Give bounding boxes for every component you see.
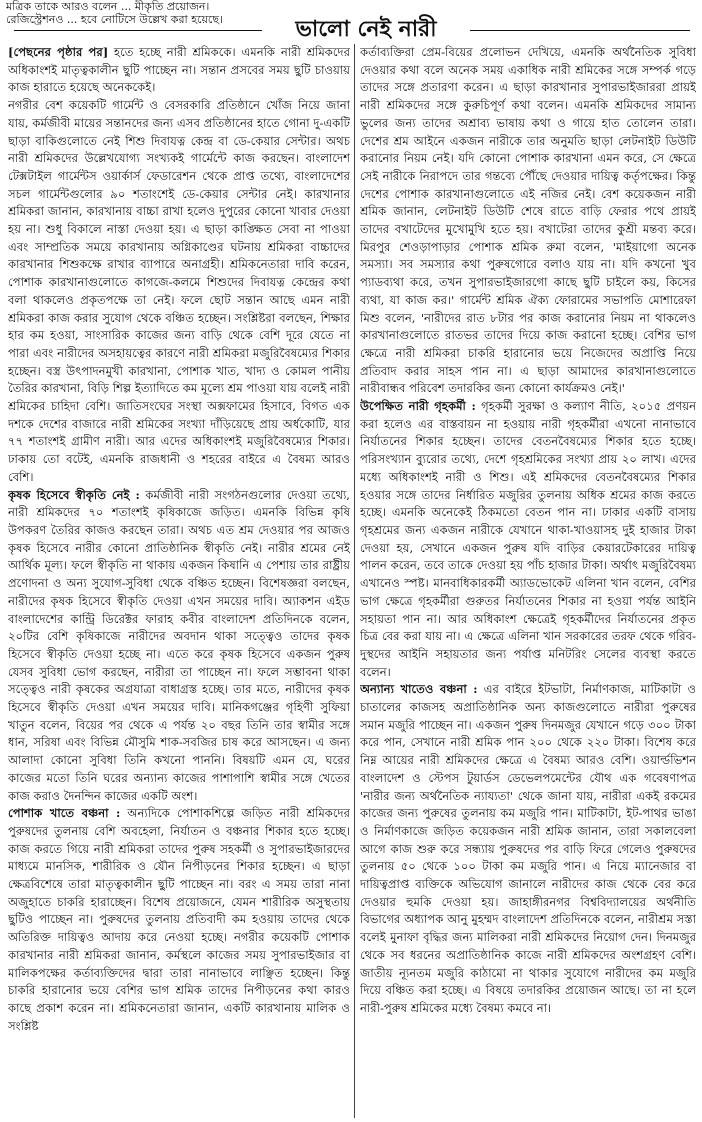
- headline-rule-right: [470, 30, 690, 31]
- headline-row: [0, 14, 702, 44]
- subheading-garment-sector: পোশাক খাতে বঞ্চনা :: [8, 806, 121, 821]
- paragraph: [360, 398, 696, 681]
- paragraph-text: গৃহকর্মী সুরক্ষা ও কল্যাণ নীতি, ২০১৫ প্রণয়ন করা হলেও এর বাস্তবায়ন না হওয়ায় নারী গৃহকর্মীরা এখনো নানাভাবে নির্যাতনের শিকার হচ্ছেন। তাদের বেতনবৈষম্যের শিকার হতে হচ্ছে। পরিসংখ্যান ব্যুরোর তথ্যে, দেশে গৃহশ্রমিকের সংখ্যা প্রায় ২০ লাখ। এদের মধ্যে অধিকাংশই নারী ও শিশু। এই শ্রমিকদের বেতনবৈষম্যের শিকার হওয়ার সঙ্গে তাদের নির্ধারিত মজুরির তুলনায় অধিক শ্রমের কাজ করতে হচ্ছে। এমনকি অনেকেই ঠিকমতো বেতন পান না। ঢাকার একটি বাসায় গৃহশ্রমের জন্য একজন নারীকে যেখানে থাকা-খাওয়াসহ দুই হাজার টাকা দেওয়া হয়, সেখানে একজন পুরুষ যদি বাড়ির কেয়ারটেকারের দায়িত্ব পালন করেন, তবে তাকে দেওয়া হয় পাঁচ হাজার টাকা। অর্থাৎ মজুরিবৈষম্য এখানেও স্পষ্ট। মানবাধিকারকর্মী অ্যাডভোকেট এলিনা খান বলেন, বেশির ভাগ ক্ষেত্রে গৃহকর্মীরা গুরুতর নির্যাতনের শিকার না হওয়া পর্যন্ত আইনি সহায়তা পান না। আর অধিকাংশ ক্ষেত্রেই গৃহকর্মীদের নির্যাতনের প্রকৃত চিত্র বের করা যায় না। এ ক্ষেত্রে এলিনা খান সরকারের তরফ থেকে গরিব-দুস্থদের আইনি সহায়তার জন্য পর্যাপ্ত মনিটরিং সেলের ব্যবস্থা করতে বলেন।: [360, 399, 696, 679]
- paragraph: [360, 44, 696, 398]
- paragraph-text: এর বাইরে ইটভাটা, নির্মাণকাজ, মাটিকাটা ও চাতালের কাজসহ অপ্রাতিষ্ঠানিক অন্য কাজগুলোতে নারীরা পুরুষের সমান মজুরি পাচ্ছেন না। একজন পুরুষ দিনমজুর যেখানে গড়ে ৩০০ টাকা করে পান, সেখানে নারী শ্রমিক পান ২০০ থেকে ২২০ টাকা। বিশেষ করে নিম্ন আয়ের নারী শ্রমিকদের ক্ষেত্রে এ বৈষম্য আরও বেশি। ওয়ার্ল্ডভিশন বাংলাদেশ ও স্টেপস টুয়ার্ডস ডেভেলপমেন্টের যৌথ এক গবেষণাপত্র 'নারীর জন্য অর্থনৈতিক ন্যায্যতা' থেকে জানা যায়, নারীরা একই রকমের কাজের জন্য পুরুষের তুলনায় কম মজুরি পান। মাটিকাটা, ইট-পাথর ভাঙা ও নির্মাণকাজে জড়িত কয়েকজন নারী শ্রমিক জানান, তারা সকালবেলা আগে কাজ শুরু করে সন্ধ্যায় পুরুষদের পর বাড়ি ফিরে গেলেও পুরুষদের তুলনায় ৫০ থেকে ১০০ টাকা কম মজুরি পান। এ নিয়ে ম্যানেজার বা দায়িত্বপ্রাপ্ত ব্যক্তিকে অভিযোগ জানালে নারীদের কাজ থেকে বের করে দেওয়ার হুমকি দেওয়া হয়। জাহাঙ্গীরনগর বিশ্ববিদ্যালয়ের অর্থনীতি বিভাগের অধ্যাপক আনু মুহম্মদ বাংলাদেশ প্রতিদিনকে বলেন, নারীশ্রম সস্তা বলেই মুনাফা বৃদ্ধির জন্য মালিকরা নারী শ্রমিকদের নিয়োগ দেন। দিনমজুর থেকে সব ধরনের অপ্রাতিষ্ঠানিক কাজে নারী শ্রমিকদের অংশগ্রহণ বেশি। জাতীয় ন্যূনতম মজুরি কাঠামো না থাকার সুযোগে নারীদের কম মজুরি দিয়ে বঞ্চিত করা হচ্ছে। এ বিষয়ে তদারকির প্রয়োজন আছে। তা না হলে নারী-পুরুষ শ্রমিকের মধ্যে বৈষম্য কমবে না।: [360, 682, 696, 1015]
- continuation-marker: [পেছনের পৃষ্ঠার পর]: [8, 45, 109, 59]
- subheading-other-sectors: অন্যান্য খাতেও বঞ্চনা :: [360, 682, 478, 697]
- paragraph-text: কর্তাব্যক্তিরা প্রেম-বিয়ের প্রলোভন দেখিয়ে, এমনকি অর্থনৈতিক সুবিধা দেওয়ার কথা বলে অনেক সময় একাধিক নারী শ্রমিকের সঙ্গে সম্পর্ক গড়ে তাদের সঙ্গে প্রতারণা করেন। এ ছাড়া কারখানার সুপারভাইজাররা প্রায়ই নারী শ্রমিকদের সঙ্গে কুরুচিপূর্ণ কথা বলেন। এমনকি শ্রমিকদের সামান্য ভুলের জন্য তাদের অশ্রাব্য ভাষায় কথা ও গায়ে হাত তোলেন তারা। দেশের শ্রম আইনে একজন নারীকে তার অনুমতি ছাড়া লেটনাইট ডিউটি করানোর নিয়ম নেই। যদি কোনো পোশাক কারখানা এমন করে, সে ক্ষেত্রে সেই নারীকে নিরাপদে তার গন্তব্যে পৌঁছে দেওয়ার দায়িত্ব কর্তৃপক্ষের। কিন্তু দেশের পোশাক কারখানাগুলোতে এই নজির নেই। বেশ কয়েকজন নারী শ্রমিক জানান, লেটনাইট ডিউটি শেষে রাতে বাড়ি ফেরার পথে প্রায়ই তাদের বখাটেদের মুখোমুখি হতে হয়। বখাটেরা তাদের কুশ্রী মন্তব্য করে। মিরপুর শেওড়াপাড়ার পোশাক শ্রমিক রুমা বলেন, 'মাইয়াগো অনেক সমস্যা। সব সমস্যার কথা পুরুষগোরে বলাও যায় না। যদি কখনো খুব প্যাডব্যথা করে, তখন সুপারভাইজারগো কাছে ছুটি চাইলে কয়, কিসের ব্যথা, যা কাজ কর।' গার্মেন্ট শ্রমিক ঐক্য ফোরামের সভাপতি মোশারেফা মিশু বলেন, 'নারীদের রাত ৮টার পর কাজ করানোর নিয়ম না থাকলেও কারখানাগুলোতে রাতভর তাদের দিয়ে কাজ করানো হচ্ছে। বেশির ভাগ ক্ষেত্রে নারী শ্রমিকরা চাকরি হারানোর ভয়ে নিজেদের অপ্রাপ্তি নিয়ে প্রতিবাদ করার সাহস পান না। এ ছাড়া আমাদের কারখানাগুলোতে নারীবান্ধব পরিবেশ তদারকির জন্য কোনো কার্যক্রমও নেই।': [360, 45, 696, 396]
- paragraph: [8, 44, 350, 97]
- paragraph: [8, 805, 350, 1035]
- right-column: [360, 44, 696, 1118]
- paragraph-text: হতে হচ্ছে নারী শ্রমিককে। এমনকি নারী শ্রমিকদের অধিকাংশই মাতৃত্বকালীন ছুটি পাচ্ছেন না। সন্তান প্রসবের সময় ছুটি চাওয়ায় কাজ হারাতে হয়েছে অনেককেই।: [8, 45, 350, 95]
- headline-rule-left: [14, 30, 262, 31]
- paragraph-text: অন্যদিকে পোশাকশিল্পে জড়িত নারী শ্রমিকদের পুরুষদের তুলনায় বেশি অবহেলা, নির্যাতন ও বঞ্চনার শিকার হতে হচ্ছে। কাজ করতে গিয়ে নারী শ্রমিকরা তাদের পুরুষ সহকর্মী ও সুপারভাইজারদের মাধ্যমে মানসিক, শারীরিক ও যৌন নিপীড়নের শিকার হচ্ছেন। এ ছাড়া ক্ষেত্রবিশেষে তারা মাতৃত্বকালীন ছুটি পাচ্ছেন না। বরং এ সময় তারা নানা অজুহাতে চাকরি হারাচ্ছেন। বিশেষ প্রয়োজনে, যেমন শারীরিক অসুস্থতায় ছুটিও পাচ্ছেন না। পুরুষদের তুলনায় প্রতিবাদী কম হওয়ায় তাদের থেকে অতিরিক্ত দায়িত্বও আদায় করে নেওয়া হচ্ছে। নগরীর কয়েকটি পোশাক কারখানার নারী শ্রমিকরা জানান, কর্মস্থলে কাজের সময় সুপারভাইজার বা মালিকপক্ষের কর্তাব্যক্তিদের দ্বারা তারা নানাভাবে লাঞ্ছিত হচ্ছেন। কিন্তু চাকরি হারানোর ভয়ে বেশির ভাগ শ্রমিক তাদের নিপীড়নের কথা কারও কাছে প্রকাশ করেন না। শ্রমিকনেতারা জানান, একটি কারখানায় মালিক ও সংশ্লিষ্ট: [8, 806, 350, 1033]
- paragraph: [360, 681, 696, 1017]
- left-column: [8, 44, 350, 1118]
- subheading-farmer-recognition: কৃষক হিসেবে স্বীকৃতি নেই :: [8, 487, 140, 502]
- paragraph: [8, 487, 350, 806]
- paragraph-text: কর্মজীবী নারী সংগঠনগুলোর দেওয়া তথ্যে, নারী শ্রমিকদের ৭০ শতাংশই কৃষিকাজে জড়িত। এমনকি বিভিন্ন কৃষি উপকরণ তৈরির কাজও করছেন তারা। অথচ এত শ্রম দেওয়ার পর আজও কৃষক হিসেবে নারীর কোনো প্রাতিষ্ঠানিক স্বীকৃতি নেই। নারীর শ্রমের নেই আর্থিক মূল্য। ফলে স্বীকৃতি না থাকায় একজন কিষানি এ পেশায় তার রাষ্ট্রীয় প্রণোদনা ও অন্য সুযোগ-সুবিধা থেকে বঞ্চিত হচ্ছেন। বিশেষজ্ঞরা বলছেন, নারীদের কৃষক হিসেবে স্বীকৃতি দেওয়া এখন সময়ের দাবি। অ্যাকশন এইড বাংলাদেশের কান্ট্রি ডিরেক্টর ফারাহ কবীর বাংলাদেশ প্রতিদিনকে বলেন, ২০টির বেশি কৃষিকাজে নারীদের অবদান থাকা সত্ত্বেও তাদের কৃষক হিসেবে স্বীকৃতি দেওয়া হচ্ছে না। এতে করে কৃষক হিসেবে একজন পুরুষ যেসব সুবিধা ভোগ করছেন, নারীরা তা পাচ্ছেন না। ফলে সম্ভাবনা থাকা সত্ত্বেও নারী কৃষকের অগ্রযাত্রা বাধাগ্রস্ত হচ্ছে। তার মতে, নারীদের কৃষক হিসেবে স্বীকৃতি দেওয়া এখন সময়ের দাবি। মানিকগঞ্জের গৃহিণী সুফিয়া খাতুন বলেন, বিয়ের পর থেকে এ পর্যন্ত ২০ বছর তিনি তার স্বামীর সঙ্গে ধান, সরিষা এবং বিভিন্ন মৌসুমি শাক-সবজির চাষ করে আসছেন। এ জন্য আলাদা কোনো সুবিধা তিনি কখনো পাননি। বিষয়টি এমন যে, ঘরের কাজের মতো তিনি ঘরের অন্যান্য কাজের পাশাপাশি স্বামীর সঙ্গে খেতের কাজ করাও দৈনন্দিন কাজের একটি অংশ।: [8, 487, 350, 803]
- paragraph: [8, 97, 350, 486]
- column-divider: [354, 44, 355, 1118]
- previous-article-tail: মত্রিক তাকে আরও বলেন ... মীকৃতি প্রয়োজন। রেজিস্ট্রেশনও ... হবে নোটিসে উল্লেখ করা হয়েছে।: [6, 0, 223, 26]
- paragraph-text: নগরীর বেশ কয়েকটি গার্মেন্ট ও বেসরকারি প্রতিষ্ঠানে খোঁজ নিয়ে জানা যায়, কর্মজীবী মায়ের সন্তানদের জন্য এসব প্রতিষ্ঠানের হাতে গোনা দু-একটি ছাড়া বাকিগুলোতে নেই শিশু দিবাযত্ন কেন্দ্র বা ডে-কেয়ার সেন্টার। অথচ নারী শ্রমিকদের উল্লেখযোগ্য সংখ্যকই গার্মেন্টে কাজ করছেন। বাংলাদেশ টেক্সটাইল গার্মেন্টস ওয়ার্কার্স ফেডারেশন থেকে প্রাপ্ত তথ্যে, বাংলাদেশের সচল গার্মেন্টগুলোর ৯০ শতাংশেই ডে-কেয়ার সেন্টার নেই। কারখানার শ্রমিকরা জানান, কারখানায় বাচ্চা রাখা হলেও দুপুরের কোনো খাবার দেওয়া হয় না। শুধু বিকালে নাস্তা দেওয়া হয়। এ ছাড়া কাঙ্ক্ষিত সেবা না পাওয়া এবং সাম্প্রতিক সময়ে কারখানায় অগ্নিকাণ্ডের ঘটনায় শ্রমিকরা বাচ্চাদের কারখানার শিশুকক্ষে রাখার ব্যাপারে অনাগ্রহী। শ্রমিকনেতারা দাবি করেন, পোশাক কারখানাগুলোতে কাগজে-কলমে শিশুদের দিবাযত্ন কেন্দ্রের কথা বলা থাকলেও প্রকৃতপক্ষে তা নেই। ফলে ছোট সন্তান আছে এমন নারী শ্রমিকরা কাজ করার সুযোগ থেকে বঞ্চিত হচ্ছেন। সংশ্লিষ্টরা বলছেন, শিক্ষার হার কম হওয়া, সাংসারিক কাজের জন্য বাড়ি থেকে বেশি দূরে যেতে না পারা এবং নারীদের অসহায়ত্বের কারণে নারী শ্রমিকরা মজুরিবৈষম্যের শিকার হচ্ছেন। বস্ত্র উৎপাদনমুখী কারখানা, পোশাক খাত, খাদ্য ও কোমল পানীয় তৈরির কারখানা, বিড়ি শিল্প ইত্যাদিতে কম মূল্যে শ্রম পাওয়া যায় বলেই নারী শ্রমিকের চাহিদা বেশি। জাতিসংঘের সংস্থা অক্সফামের হিসাবে, বিগত এক দশকে দেশের বাজারে নারী শ্রমিকের সংখ্যা দাঁড়িয়েছে প্রায় অর্ধকোটি, যার ৭৭ শতাংশই গ্রামীণ নারী। আর এদের অধিকাংশই মজুরিবৈষম্যের শিকার। ঢাকায় তো বটেই, এমনকি রাজধানী ও শহরের বাইরে এ বৈষম্য আরও বেশি।: [8, 98, 350, 484]
- article-headline: ভালো নেই নারী: [295, 16, 437, 42]
- subheading-domestic-workers: উপেক্ষিত নারী গৃহকর্মী :: [360, 399, 476, 414]
